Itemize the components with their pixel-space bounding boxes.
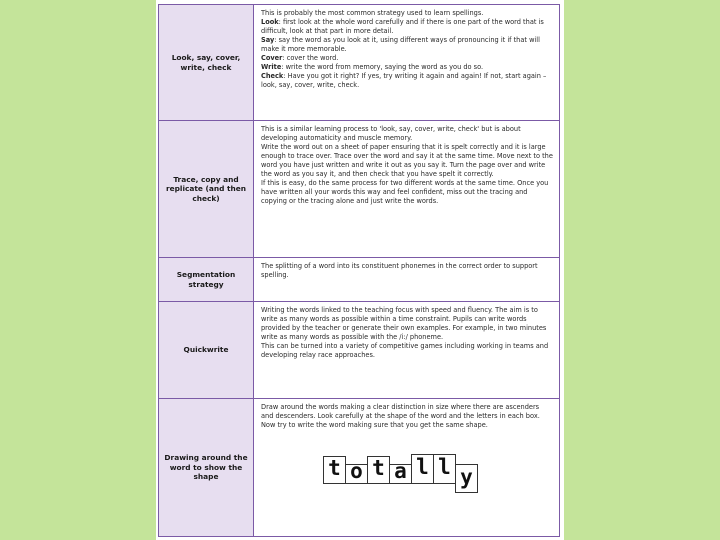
description-line: Write the word out on a sheet of paper ensuring that it is spelt correctly and it is large enough to trace over. Trace over the word and say it at the same time. Move next to the word you have just written and write it out as you say it. Turn the page over and write the word as you say it, and then check that you have spelt it correctly.: [261, 142, 553, 178]
letter-box-y: y: [455, 464, 478, 493]
table-row: [159, 258, 560, 302]
table-row: [159, 302, 560, 399]
strategy-description: [254, 399, 560, 537]
description-line: Writing the words linked to the teaching focus with speed and fluency. The aim is to write as many words as possible within a time constraint. Pupils can write words provided by the teacher or generate their own examples. For example, in two minutes write as many words as possible with the /i:/ phoneme.: [261, 306, 547, 341]
strategy-description: [254, 5, 560, 121]
strategy-name: Quickwrite: [159, 302, 254, 399]
description-line: Check: Have you got it right? If yes, try writing it again and again! If not, start again – look, say, cover, write, check.: [261, 71, 547, 89]
strategy-name: Segmentation strategy: [159, 258, 254, 302]
spelling-strategies-table: [158, 4, 560, 537]
description-line: The splitting of a word into its constituent phonemes in the correct order to support spelling.: [261, 262, 538, 279]
description-line: Say: say the word as you look at it, using different ways of pronouncing it if that will make it more memorable.: [261, 35, 540, 53]
word-shape-diagram: [261, 430, 553, 492]
letter-box-t: t: [323, 456, 346, 484]
document-page: [156, 0, 564, 540]
description-line: Draw around the words making a clear distinction in size where there are ascenders and descenders. Look carefully at the shape of the word and the letters in each box. Now try to write the word making sure that you get the same shape.: [261, 403, 540, 429]
table-row: [159, 5, 560, 121]
strategy-description: [254, 258, 560, 302]
table-row: [159, 399, 560, 537]
strategy-name: Look, say, cover, write, check: [159, 5, 254, 121]
description-line: This is a similar learning process to 'look, say, cover, write, check' but is about developing automaticity and muscle memory.: [261, 125, 521, 142]
letter-box-a: a: [389, 464, 412, 484]
description-line: Look: first look at the whole word carefully and if there is one part of the word that is difficult, look at that part in more detail.: [261, 17, 544, 35]
letter-box-t: t: [367, 456, 390, 484]
strategy-name: Drawing around the word to show the shape: [159, 399, 254, 537]
description-line: This is probably the most common strategy used to learn spellings.: [261, 9, 484, 17]
letter-box-o: o: [345, 464, 368, 484]
description-line: This can be turned into a variety of competitive games including working in teams and developing relay race approaches.: [261, 341, 549, 359]
description-line: If this is easy, do the same process for two different words at the same time. Once you have written all your words this way and feel confident, miss out the tracing and copying or the tracing alone and just write the words.: [261, 178, 549, 205]
description-line: Write: write the word from memory, saying the word as you do so.: [261, 62, 484, 71]
strategy-description: [254, 302, 560, 399]
strategy-name: Trace, copy and replicate (and then check): [159, 121, 254, 258]
strategy-description: [254, 121, 560, 258]
table-row: [159, 121, 560, 258]
letter-box-l: l: [411, 454, 434, 484]
description-line: Cover: cover the word.: [261, 53, 339, 62]
letter-box-l: l: [433, 454, 456, 484]
